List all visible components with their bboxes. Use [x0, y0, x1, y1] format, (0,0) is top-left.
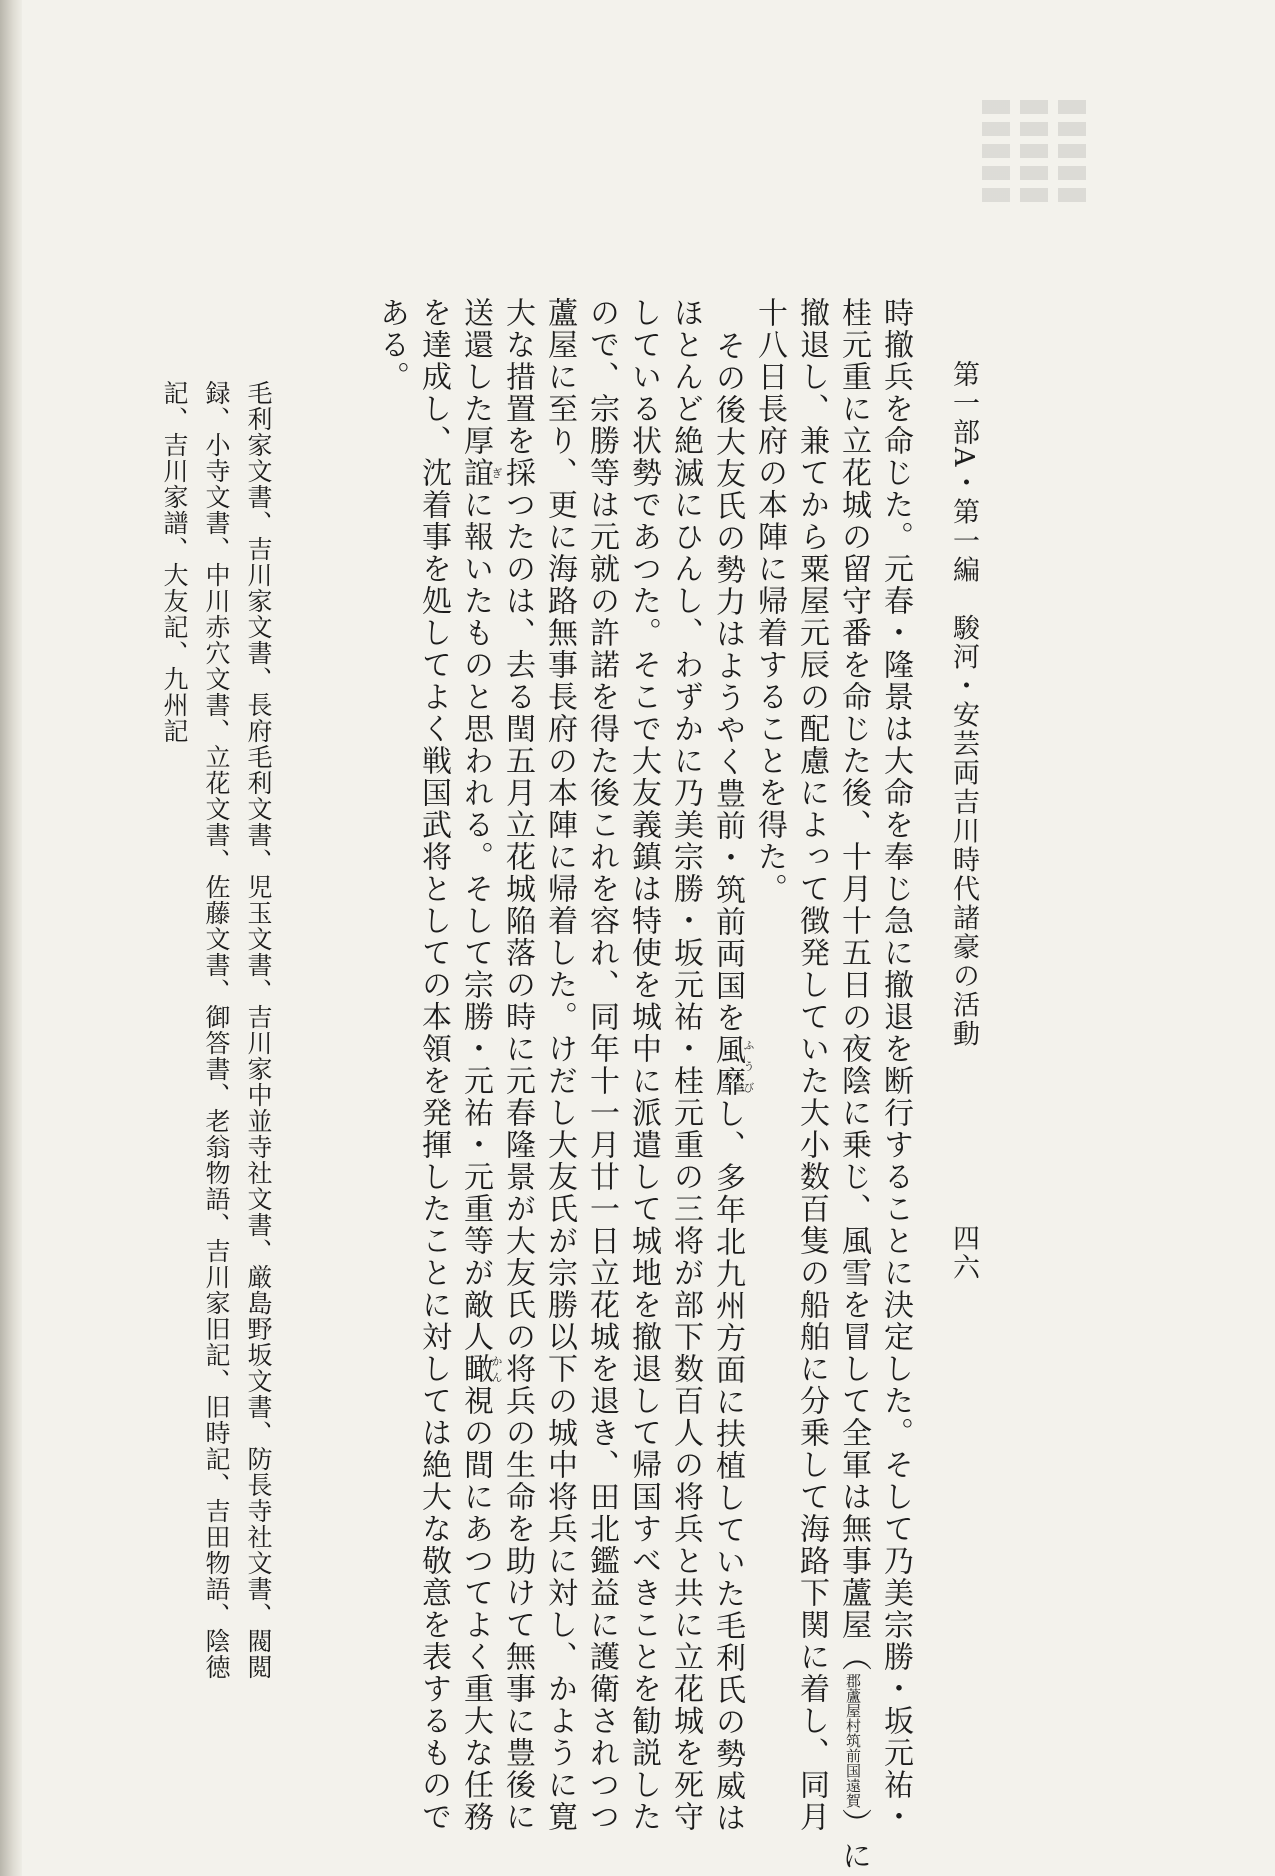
body-line-11: 送還した厚誼ぎに報いたものと思われる。そして宗勝・元祐・元重等が敵人瞰かん視の間にあつてよく重大な任務: [458, 297, 503, 1833]
show-through-text: [982, 100, 1102, 220]
ruby-gi: 誼ぎ: [458, 457, 503, 489]
body-line-5: その後大友氏の勢力はようやく豊前・筑前両国を風靡ふうびし、多年北九州方面に扶植していた毛利氏の勢威は: [710, 330, 755, 1834]
body-line-2: 桂元重に立花城の留守番を命じた後、十月十五日の夜陰に乗じ、風雪を冒して全軍は無事蘆屋（ 筑前国遠賀 郡蘆屋村 ）に: [836, 297, 871, 1872]
body-line-8: ので、宗勝等は元就の許諾を得た後これを容れ、同年十一月廿一日立花城を退き、田北鑑益に護衛されつつ: [584, 297, 619, 1833]
ruby-kan: 瞰かん: [458, 1353, 503, 1385]
body-line-6: ほとんど絶滅にひんし、わずかに乃美宗勝・坂元祐・桂元重の三将が部下数百人の将兵と共に立花城を死守: [668, 297, 703, 1833]
body-line-1: 時撤兵を命じた。元春・隆景は大命を奉じ急に撤退を断行することに決定した。そして乃美宗勝・坂元祐・: [878, 297, 913, 1833]
source-note-line-1: 毛利家文書、吉川家文書、長府毛利文書、児玉文書、吉川家中並寺社文書、厳島野坂文書、防長寺社文書、閥閲: [244, 380, 273, 1680]
binding-gutter: [0, 0, 22, 1876]
inline-annotation: 筑前国遠賀 郡蘆屋村: [844, 1673, 862, 1808]
body-line-10: 大な措置を採つたのは、去る閏五月立花城陥落の時に元春隆景が大友氏の将兵の生命を助けて無事に豊後に: [500, 297, 535, 1833]
source-note-line-2: 録、小寺文書、中川赤穴文書、立花文書、佐藤文書、御答書、老翁物語、吉川家旧記、旧時記、吉田物語、陰徳: [202, 380, 231, 1680]
body-line-3: 撤退し、兼てから粟屋元辰の配慮によって徴発していた大小数百隻の船舶に分乗して海路下関に着し、同月: [794, 297, 829, 1833]
book-page: [22, 0, 1275, 1876]
source-note-line-3: 記、吉川家譜、大友記、九州記: [160, 380, 189, 744]
body-line-13: ある。: [374, 297, 409, 393]
page-number: 四六: [948, 1224, 979, 1282]
body-line-4: 十八日長府の本陣に帰着することを得た。: [752, 297, 787, 905]
running-header: 第一部A・第一編 駿河・安芸両吉川時代諸豪の活動: [948, 360, 979, 1049]
body-line-9: 蘆屋に至り、更に海路無事長府の本陣に帰着した。けだし大友氏が宗勝以下の城中将兵に対し、かように寛: [542, 297, 577, 1833]
body-line-7: している状勢であつた。そこで大友義鎮は特使を城中に派遣して城地を撤退して帰国すべきことを勧説した: [626, 297, 661, 1833]
body-line-12: を達成し、沈着事を処してよく戦国武将としての本領を発揮したことに対しては絶大な敬意を表するもので: [416, 297, 451, 1833]
ruby-fuubi: 風靡ふうび: [710, 1034, 755, 1098]
